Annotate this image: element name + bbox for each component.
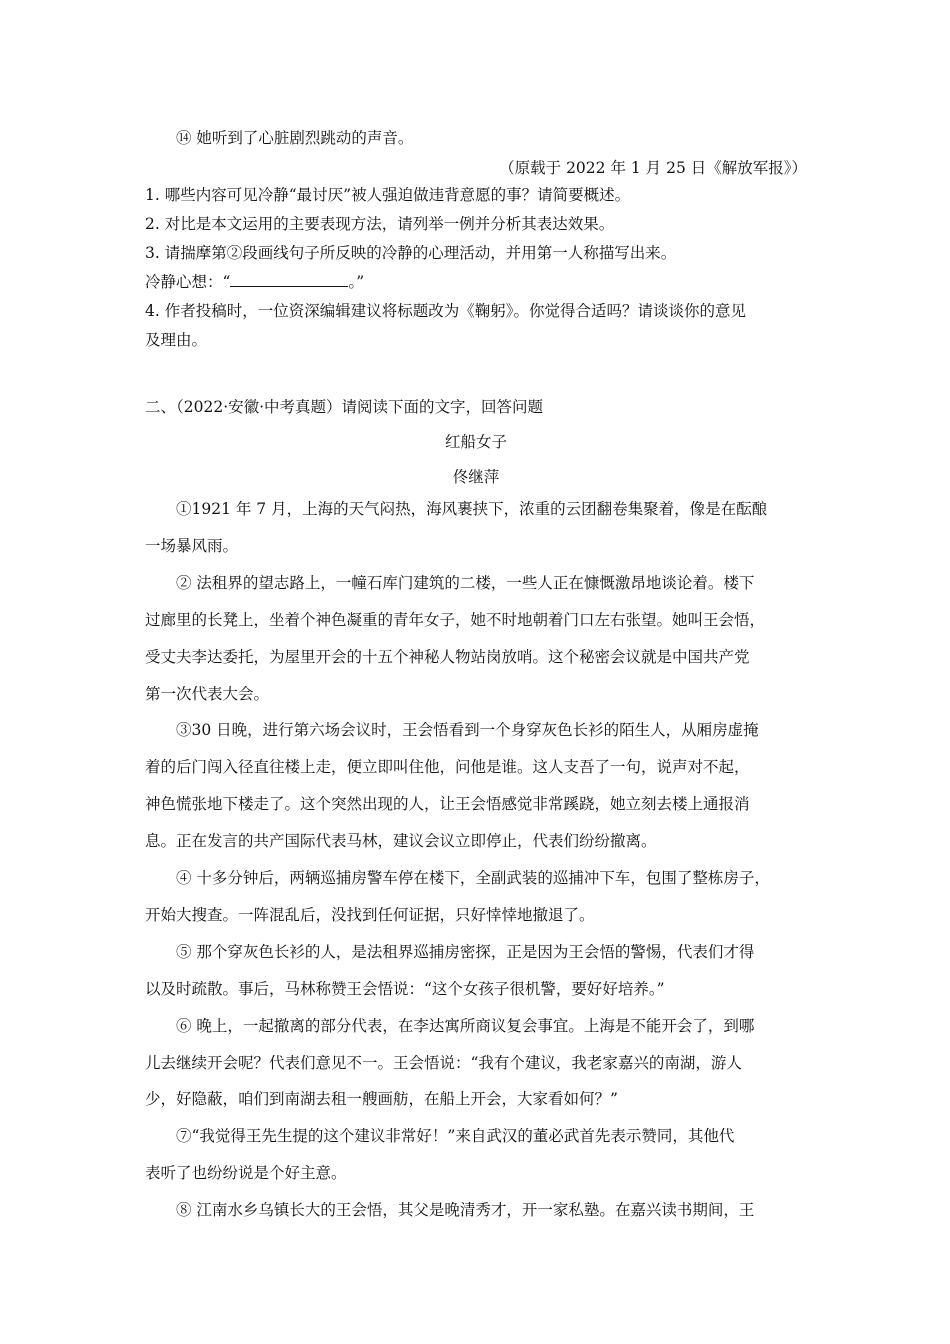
section-2-heading: 二、（2022·安徽·中考真题）请阅读下面的文字，回答问题 [145,398,544,416]
article-line: 一场暴风雨。 [145,536,239,555]
question-4-line1: 4. 作者投稿时，一位资深编辑建议将标题改为《鞠躬》。你觉得合适吗？请谈谈你的意见 [145,302,746,320]
article-line: 息。正在发言的共产国际代表马林，建议会议立即停止，代表们纷纷撤离。 [145,832,657,851]
question-3: 3. 请揣摩第②段画线句子所反映的冷静的心理活动，并用第一人称描写出来。 [145,244,677,262]
article-line: 第一次代表大会。 [145,684,270,703]
article-line: 儿去继续开会呢？代表们意见不一。王会悟说：“我有个建议，我老家嘉兴的南湖，游人 [145,1053,742,1072]
article-line: 表听了也纷纷说是个好主意。 [145,1164,347,1183]
article-line: ⑥ 晚上，一起撤离的部分代表，在李达寓所商议复会事宜。上海是不能开会了，到哪 [176,1016,755,1035]
article-line: 着的后门闯入径直往楼上走，便立即叫住他，问他是谁。这人支吾了一句，说声对不起， [145,758,750,777]
article-line: 以及时疏散。事后，马林称赞王会悟说：“这个女孩子很机警，要好好培养。” [145,979,665,998]
question-3-answer-line [145,270,807,292]
article-title: 红船女子 [444,433,507,451]
question-4-line2: 及理由。 [145,331,208,349]
article-line: ③30 日晚，进行第六场会议时，王会悟看到一个身穿灰色长衫的陌生人，从厢房虚掩 [176,721,759,740]
article-line: 神色慌张地下楼走了。这个突然出现的人，让王会悟感觉非常蹊跷，她立刻去楼上通报消 [145,795,750,814]
article-line: ①1921 年 7 月，上海的天气闷热，海风裹挟下，浓重的云团翻卷集聚着，像是在酝酿 [176,500,768,518]
article-line: ⑧ 江南水乡乌镇长大的王会悟，其父是晚清秀才，开一家私塾。在嘉兴读书期间，王 [176,1201,755,1220]
article-line: 过廊里的长凳上，坐着个神色凝重的青年女子，她不时地朝着门口左右张望。她叫王会悟， [145,610,766,629]
article-line: 少，好隐蔽，咱们到南湖去租一艘画舫，在船上开会，大家看如何？” [145,1090,618,1109]
article-line: ④ 十多分钟后，两辆巡捕房警车停在楼下，全副武装的巡捕冲下车，包围了整栋房子， [176,869,770,887]
answer-prefix: 冷静心想：“ [145,273,231,291]
answer-blank[interactable] [230,272,348,287]
paragraph-14: ⑭ 她听到了心脏剧烈跳动的声音。 [176,129,414,147]
source-citation: （原载于 2022 年 1 月 25 日《解放军报》） [499,159,807,177]
article-line: ⑤ 那个穿灰色长衫的人，是法租界巡捕房密探，正是因为王会悟的警惕，代表们才得 [176,942,755,961]
answer-suffix: 。” [348,273,365,291]
article-author: 佟继萍 [452,468,500,486]
article-line: 受丈夫李达委托，为屋里开会的十五个神秘人物站岗放哨。这个秘密会议就是中国共产党 [145,647,750,666]
article-line: ⑦“我觉得王先生提的这个建议非常好！”来自武汉的董必武首先表示赞同，其他代 [176,1127,735,1146]
question-1: 1. 哪些内容可见冷静“最讨厌”被人强迫做违背意愿的事？请简要概述。 [145,186,631,204]
question-2: 2. 对比是本文运用的主要表现方法，请列举一例并分析其表达效果。 [145,215,615,233]
article-line: ② 法租界的望志路上，一幢石库门建筑的二楼，一些人正在慷慨激昂地谈论着。楼下 [176,573,755,592]
article-line: 开始大搜查。一阵混乱后，没找到任何证据，只好悻悻地撤退了。 [145,905,595,924]
